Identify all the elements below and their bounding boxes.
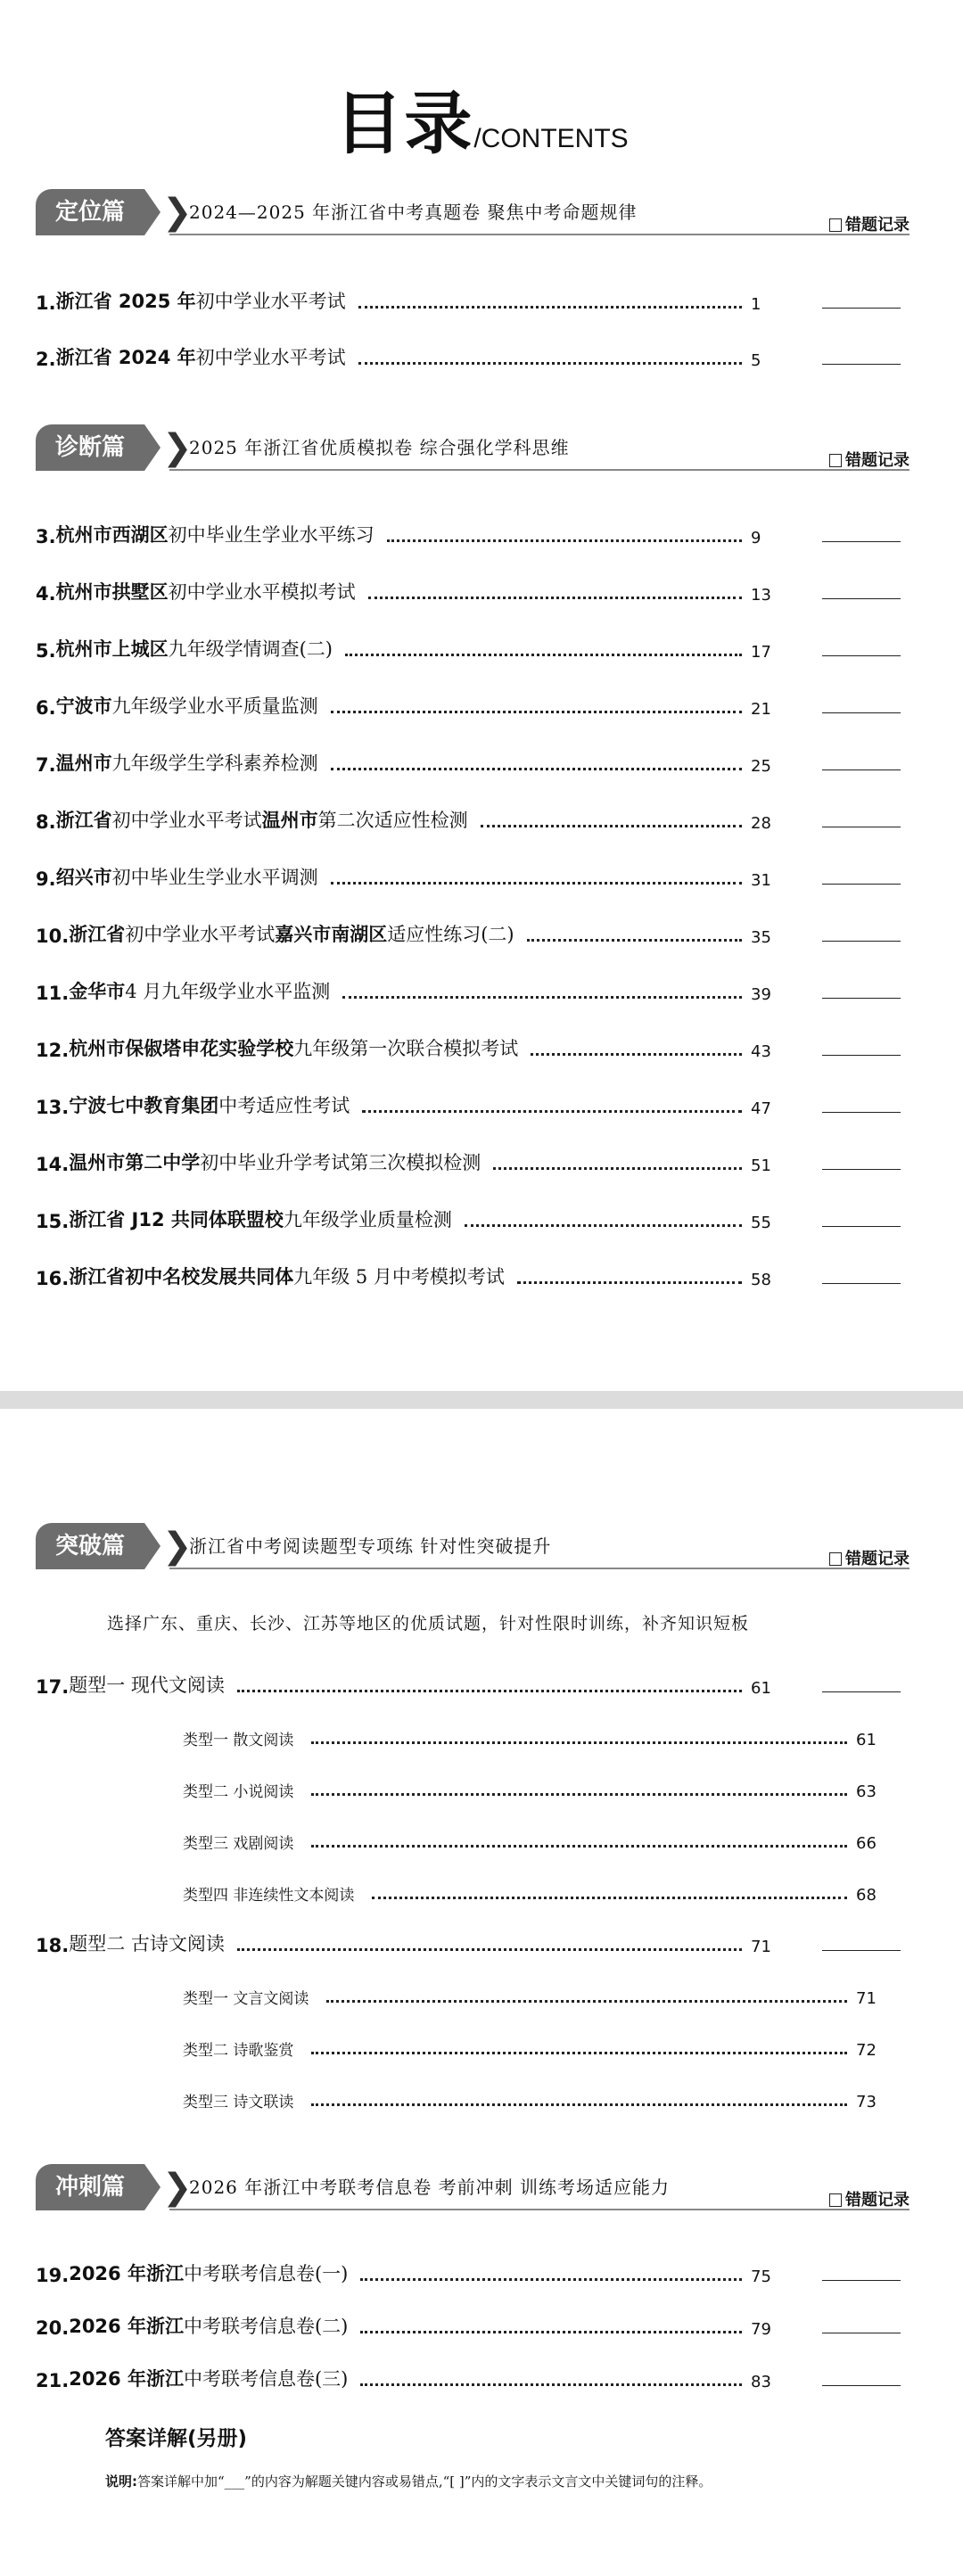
section-rule [169, 2209, 910, 2210]
section-rule [169, 1568, 910, 1569]
item-region: 2026 年浙江 [69, 2263, 184, 2284]
breakthrough-note: 选择广东、重庆、长沙、江苏等地区的优质试题，针对性限时训练，补齐知识短板 [107, 1614, 750, 1634]
item-number: 11. [36, 983, 70, 1004]
item-number: 4. [36, 583, 56, 605]
explanation-note [105, 2472, 712, 2490]
notebook-icon [829, 454, 842, 467]
section-header [36, 2164, 910, 2214]
toc-subitem[interactable] [183, 1817, 901, 1853]
page-number: 5 [751, 351, 761, 370]
item-region-2: 温州市 [261, 810, 318, 831]
page-number: 68 [856, 1886, 877, 1905]
toc-item[interactable] [36, 1662, 901, 1698]
page-number: 66 [856, 1834, 877, 1853]
section-badge: 冲刺篇 [36, 2164, 144, 2210]
item-region: 浙江省初中名校发展共同体 [69, 1266, 294, 1288]
page-number: 79 [751, 2320, 771, 2339]
error-record-link[interactable] [829, 212, 910, 235]
page-number: 35 [751, 928, 771, 947]
page-number: 43 [751, 1042, 771, 1061]
page-number: 72 [856, 2041, 877, 2060]
item-region-2: 嘉兴市南湖区 [275, 924, 388, 945]
chevron-right-icon: ❯ [162, 192, 193, 233]
error-record-blank[interactable] [822, 1055, 901, 1056]
toc-item[interactable] [36, 740, 901, 776]
section-subtitle: 2025 年浙江省优质模拟卷 综合强化学科思维 [189, 437, 570, 458]
title-cn: 目录 [334, 84, 474, 163]
section-subtitle: 2026 年浙江中考联考信息卷 考前冲刺 训练考场适应能力 [189, 2177, 670, 2198]
page-number: 61 [751, 1679, 771, 1698]
toc-item[interactable] [36, 797, 901, 833]
item-region: 杭州市西湖区 [55, 524, 169, 546]
page-number: 61 [856, 1731, 877, 1749]
page-number: 71 [856, 1989, 877, 2008]
item-title: 中考联考信息卷(一) [183, 2263, 349, 2284]
contents-page-2 [0, 1409, 963, 2576]
page-number: 55 [751, 1214, 771, 1232]
item-number: 21. [36, 2370, 70, 2391]
error-record-blank[interactable] [822, 598, 901, 599]
toc-item[interactable] [36, 683, 901, 719]
item-region: 绍兴市 [55, 867, 112, 888]
page-number: 75 [751, 2267, 771, 2286]
item-title: 初中毕业生学业水平练习 [168, 524, 374, 546]
item-title-2: 第二次适应性检测 [317, 810, 468, 831]
explanation-text: 答案详解中加“___”的内容为解题关键内容或易错点,“[ ]”内的文字表示文言文中关键词句的注释。 [137, 2473, 712, 2490]
toc-item[interactable] [36, 1140, 901, 1175]
toc-item[interactable] [36, 968, 901, 1004]
dot-leader [358, 306, 742, 309]
item-title: 初中毕业升学考试第三次模拟检测 [200, 1152, 482, 1173]
page-number: 73 [856, 2093, 877, 2111]
error-record-link[interactable] [829, 2187, 910, 2210]
item-title: 初中学业水平模拟考试 [168, 581, 356, 603]
dot-leader [311, 1793, 847, 1796]
page-number: 63 [856, 1782, 877, 1801]
dot-leader [531, 1053, 742, 1056]
dot-leader [326, 2000, 847, 2003]
item-region: 金华市 [69, 981, 126, 1002]
error-record-blank[interactable] [822, 1691, 901, 1692]
item-title-2: 适应性练习(二) [387, 924, 514, 945]
dot-leader [342, 996, 742, 999]
error-record-blank[interactable] [822, 1226, 901, 1227]
page-number: 1 [751, 295, 761, 314]
error-record-blank[interactable] [822, 308, 901, 309]
item-title: 初中学业水平考试 [125, 924, 276, 945]
item-title: 题型二 古诗文阅读 [69, 1933, 225, 1955]
item-region: 2026 年浙江 [69, 2316, 184, 2337]
error-record-blank[interactable] [822, 2280, 901, 2281]
item-region: 2026 年浙江 [69, 2368, 184, 2390]
dot-leader [331, 882, 742, 885]
item-title: 中考适应性考试 [218, 1095, 350, 1116]
item-title: 题型一 现代文阅读 [69, 1675, 225, 1696]
error-record-blank[interactable] [822, 884, 901, 885]
item-region: 杭州市保俶塔申花实验学校 [69, 1038, 294, 1059]
toc-item[interactable] [36, 2356, 901, 2391]
dot-leader [368, 597, 742, 599]
dot-leader [493, 1167, 742, 1170]
chevron-right-icon: ❯ [162, 427, 193, 468]
item-title: 类型一 散文阅读 [183, 1732, 294, 1749]
error-record-label: 错题记录 [845, 216, 910, 235]
dot-leader [362, 1110, 742, 1113]
toc-item[interactable] [36, 626, 901, 662]
error-record-label: 错题记录 [845, 451, 910, 470]
section-header [36, 189, 910, 239]
toc-subitem[interactable] [183, 1714, 901, 1749]
explanation-label: 说明: [105, 2473, 137, 2490]
error-record-blank[interactable] [822, 541, 901, 542]
dot-leader [237, 1948, 742, 1951]
error-record-label: 错题记录 [845, 2191, 910, 2210]
notebook-icon [829, 1552, 842, 1566]
item-title: 中考联考信息卷(三) [183, 2368, 349, 2390]
dot-leader [372, 1897, 847, 1899]
section-badge: 诊断篇 [36, 424, 144, 471]
item-region: 浙江省 2025 年 [55, 291, 196, 312]
page-number: 13 [751, 586, 771, 605]
toc-item[interactable] [36, 2303, 901, 2339]
dot-leader [360, 2331, 742, 2333]
page-number: 58 [751, 1271, 771, 1289]
item-region: 杭州市上城区 [55, 638, 169, 660]
section-header [36, 1523, 910, 1573]
item-number: 9. [36, 868, 56, 890]
error-record-blank[interactable] [822, 1169, 901, 1170]
item-region: 浙江省 2024 年 [55, 347, 196, 368]
item-title: 初中学业水平考试 [195, 347, 346, 368]
dot-leader [481, 825, 742, 827]
error-record-blank[interactable] [822, 1950, 901, 1951]
dot-leader [311, 2052, 847, 2054]
dot-leader [517, 1281, 742, 1284]
item-region: 温州市 [55, 753, 112, 774]
item-title: 初中学业水平考试 [111, 810, 262, 831]
item-title: 类型二 诗歌鉴赏 [183, 2042, 294, 2060]
toc-subitem[interactable] [183, 1972, 901, 2008]
item-title: 类型三 诗文联读 [183, 2094, 294, 2111]
item-region: 宁波七中教育集团 [69, 1095, 219, 1116]
item-number: 18. [36, 1935, 70, 1956]
item-number: 16. [36, 1268, 70, 1289]
item-number: 10. [36, 926, 70, 947]
item-title: 4 月九年级学业水平监测 [125, 981, 331, 1002]
toc-subitem[interactable] [183, 2024, 901, 2060]
item-number: 20. [36, 2317, 70, 2339]
section-rule [169, 234, 910, 235]
item-number: 7. [36, 754, 56, 776]
page-number: 17 [751, 643, 771, 662]
notebook-icon [829, 2193, 842, 2207]
toc-item[interactable] [36, 1082, 901, 1118]
item-number: 15. [36, 1211, 70, 1232]
dot-leader [358, 362, 742, 365]
dot-leader [345, 654, 742, 656]
dot-leader [311, 1741, 847, 1744]
page-title [0, 70, 963, 167]
chevron-right-icon: ❯ [162, 1526, 193, 1567]
answer-title[interactable]: 答案详解(另册) [105, 2427, 248, 2450]
page-number: 28 [751, 814, 771, 833]
item-title: 初中毕业生学业水平调测 [111, 867, 318, 888]
item-title: 初中学业水平考试 [195, 291, 346, 312]
item-number: 8. [36, 811, 56, 833]
page-number: 39 [751, 985, 771, 1004]
toc-item[interactable] [36, 1197, 901, 1232]
item-region: 浙江省 [55, 810, 112, 831]
page-number: 9 [751, 529, 761, 547]
item-title: 中考联考信息卷(二) [183, 2316, 349, 2337]
toc-item[interactable] [36, 854, 901, 890]
dot-leader [465, 1224, 742, 1227]
item-number: 19. [36, 2265, 70, 2286]
item-title: 九年级 5 月中考模拟考试 [293, 1266, 505, 1288]
dot-leader [527, 939, 742, 942]
title-en: /CONTENTS [473, 124, 629, 153]
toc-subitem[interactable] [183, 2076, 901, 2111]
item-region: 宁波市 [55, 695, 112, 717]
dot-leader [331, 711, 742, 713]
page-number: 51 [751, 1156, 771, 1175]
item-title: 九年级学业质量检测 [283, 1209, 452, 1230]
item-number: 6. [36, 697, 56, 719]
notebook-icon [829, 218, 842, 232]
section-badge: 定位篇 [36, 189, 144, 235]
item-number: 1. [36, 292, 56, 314]
error-record-blank[interactable] [822, 1112, 901, 1113]
item-title: 九年级学情调查(二) [168, 638, 333, 660]
item-number: 2. [36, 349, 56, 370]
section-badge: 突破篇 [36, 1523, 144, 1569]
toc-item[interactable] [36, 1921, 901, 1956]
item-region: 浙江省 J12 共同体联盟校 [69, 1209, 284, 1230]
item-title: 类型三 戏剧阅读 [183, 1835, 294, 1853]
error-record-blank[interactable] [822, 2385, 901, 2386]
dot-leader [311, 1845, 847, 1848]
page-number: 21 [751, 700, 771, 719]
toc-item[interactable] [36, 569, 901, 605]
toc-item[interactable] [36, 911, 901, 947]
page-number: 71 [751, 1938, 771, 1956]
page-number: 31 [751, 871, 771, 890]
item-title: 九年级学生学科素养检测 [111, 753, 318, 774]
toc-item[interactable] [36, 1254, 901, 1289]
toc-subitem[interactable] [183, 1765, 901, 1801]
item-number: 17. [36, 1676, 70, 1698]
chevron-right-icon: ❯ [162, 2167, 193, 2208]
dot-leader [237, 1690, 742, 1692]
error-record-blank[interactable] [822, 655, 901, 656]
item-number: 12. [36, 1040, 70, 1061]
item-title: 类型二 小说阅读 [183, 1783, 294, 1801]
item-title: 九年级第一次联合模拟考试 [293, 1038, 519, 1059]
page-number: 47 [751, 1099, 771, 1118]
item-title: 九年级学业水平质量监测 [111, 695, 318, 717]
error-record-blank[interactable] [822, 998, 901, 999]
dot-leader [360, 2383, 742, 2386]
section-subtitle: 2024—2025 年浙江省中考真题卷 聚焦中考命题规律 [189, 202, 638, 223]
item-number: 5. [36, 640, 56, 662]
error-record-link[interactable] [829, 448, 910, 471]
error-record-blank[interactable] [822, 1283, 901, 1284]
toc-item[interactable] [36, 1025, 901, 1061]
item-region: 杭州市拱墅区 [55, 581, 169, 603]
section-header [36, 424, 910, 474]
page-number: 83 [751, 2373, 771, 2391]
error-record-link[interactable] [829, 1546, 910, 1569]
item-region: 温州市第二中学 [69, 1152, 201, 1173]
item-number: 13. [36, 1097, 70, 1118]
page-number: 25 [751, 757, 771, 776]
item-region: 浙江省 [69, 924, 126, 945]
error-record-blank[interactable] [822, 712, 901, 713]
toc-item[interactable] [36, 512, 901, 547]
toc-item[interactable] [36, 278, 901, 314]
dot-leader [311, 2103, 847, 2106]
item-title: 类型四 非连续性文本阅读 [183, 1887, 355, 1905]
toc-subitem[interactable] [183, 1869, 901, 1905]
toc-item[interactable] [36, 334, 901, 370]
error-record-blank[interactable] [822, 364, 901, 365]
dot-leader [387, 539, 742, 542]
toc-item[interactable] [36, 2251, 901, 2286]
item-title: 类型一 文言文阅读 [183, 1990, 309, 2008]
error-record-blank[interactable] [822, 941, 901, 942]
error-record-label: 错题记录 [845, 1550, 910, 1568]
dot-leader [331, 768, 742, 770]
dot-leader [360, 2278, 742, 2281]
section-rule [169, 469, 910, 471]
item-number: 14. [36, 1154, 70, 1175]
item-number: 3. [36, 526, 56, 547]
section-subtitle: 浙江省中考阅读题型专项练 针对性突破提升 [189, 1535, 552, 1557]
